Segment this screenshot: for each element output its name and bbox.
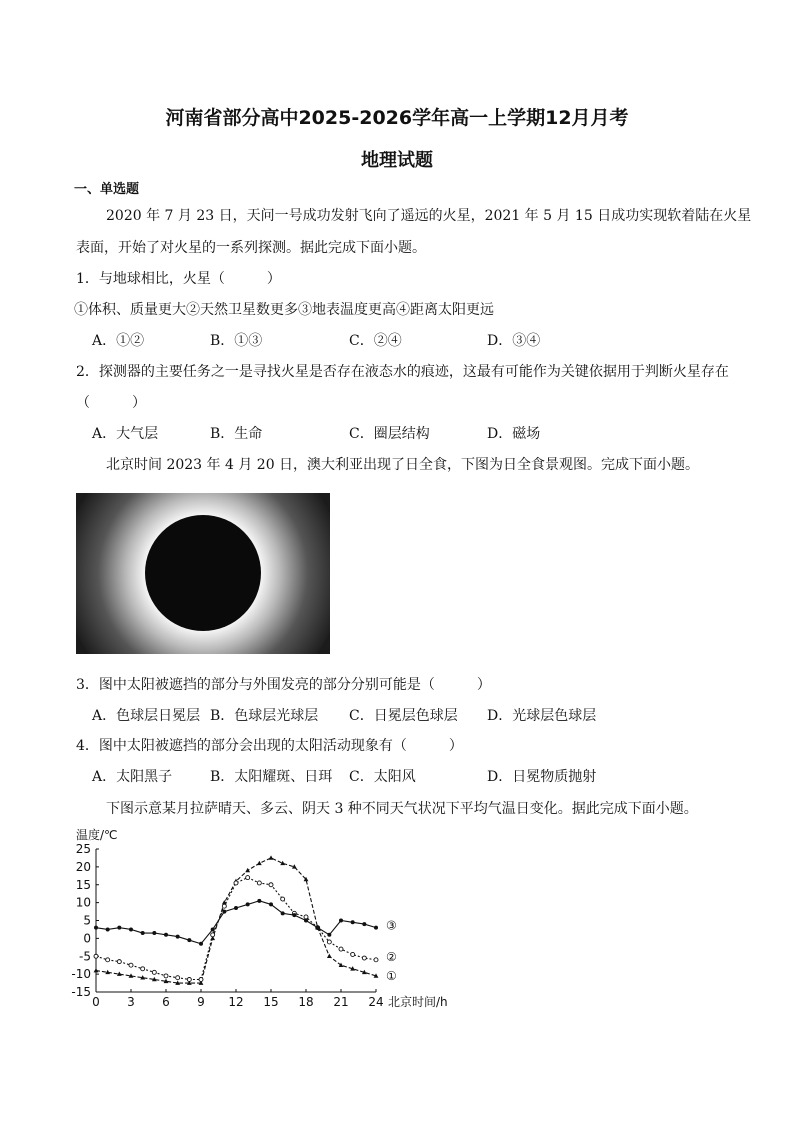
y-tick-label: 10 [75, 895, 91, 910]
question-4-stem: 4．图中太阳被遮挡的部分会出现的太阳活动现象有（ ） [76, 738, 463, 754]
question-3-option-c[interactable]: C．日冕层色球层 [349, 708, 458, 724]
series-2-point [211, 933, 215, 937]
series-3-point [316, 926, 320, 930]
series-2-point [164, 974, 168, 978]
series-1-point [105, 970, 110, 974]
y-tick-label: 25 [75, 842, 91, 856]
series-2-point [152, 970, 156, 974]
series-2-point [222, 904, 226, 908]
question-2-stem-line1: 2．探测器的主要任务之一是寻找火星是否存在液态水的痕迹，这最有可能作为关键依据用于判断火星存在 [76, 364, 729, 380]
series-3-point [152, 931, 156, 935]
section-heading: 一、单选题 [74, 182, 140, 197]
series-3-point [106, 927, 110, 931]
series-2-point [351, 952, 355, 956]
question-1-stem: 1．与地球相比，火星（ ） [76, 271, 281, 287]
passage-mars-line1: 2020 年 7 月 23 日，天问一号成功发射飞向了遥远的火星，2021 年 5 月 15 日成功实现软着陆在火星 [106, 208, 752, 224]
series-2-point [269, 883, 273, 887]
series-2-point [246, 876, 250, 880]
series-label-3: ③ [386, 918, 397, 933]
y-tick-label: 0 [83, 931, 91, 946]
series-2-point [187, 977, 191, 981]
question-2-option-d[interactable]: D．磁场 [487, 426, 541, 442]
series-2-point [176, 976, 180, 980]
y-tick-label: -15 [71, 985, 91, 999]
series-3-point [374, 926, 378, 930]
x-tick-label: 12 [228, 995, 244, 1009]
y-tick-label: -10 [71, 967, 91, 982]
x-tick-label: 21 [333, 995, 349, 1009]
x-tick-label: 6 [162, 995, 170, 1009]
series-2-point [199, 977, 203, 981]
page-title: 河南省部分高中2025-2026学年高一上学期12月月考 [165, 107, 629, 129]
series-3-point [222, 910, 226, 914]
series-3-point [351, 920, 355, 924]
x-axis-label: 北京时间/h [388, 995, 448, 1009]
series-3-point [199, 942, 203, 946]
question-4-option-c[interactable]: C．太阳风 [349, 769, 416, 785]
series-2-point [304, 915, 308, 919]
x-tick-label: 9 [197, 995, 205, 1009]
x-tick-label: 24 [368, 995, 384, 1009]
temperature-line-chart [60, 822, 480, 1012]
series-2-point [327, 940, 331, 944]
series-3-point [129, 927, 133, 931]
question-3-option-d[interactable]: D．光球层色球层 [487, 708, 597, 724]
question-1-option-a[interactable]: A．①② [92, 333, 145, 349]
question-2-option-c[interactable]: C．圈层结构 [349, 426, 430, 442]
question-2-option-b[interactable]: B．生命 [210, 426, 263, 442]
question-1-option-c[interactable]: C．②④ [349, 333, 402, 349]
series-3-point [117, 926, 121, 930]
series-3-point [211, 927, 215, 931]
series-3-point [339, 919, 343, 923]
question-1-statements: ①体积、质量更大②天然卫星数更多③地表温度更高④距离太阳更远 [74, 302, 494, 318]
question-3-stem: 3．图中太阳被遮挡的部分与外围发亮的部分分别可能是（ ） [76, 677, 491, 693]
passage-lhasa: 下图示意某月拉萨晴天、多云、阴天 3 种不同天气状况下平均气温日变化。据此完成下面小题。 [106, 801, 698, 817]
x-tick-label: 18 [298, 995, 314, 1009]
question-2-option-a[interactable]: A．大气层 [92, 426, 159, 442]
y-axis-label: 温度/℃ [76, 828, 118, 842]
series-3-point [281, 911, 285, 915]
series-2-point [117, 960, 121, 964]
series-1-point [257, 861, 262, 865]
y-tick-label: 5 [83, 913, 91, 928]
question-2-stem-line2: （ ） [76, 395, 146, 411]
x-tick-label: 3 [127, 995, 135, 1009]
question-1-option-b[interactable]: B．①③ [210, 333, 263, 349]
series-2-point [106, 958, 110, 962]
series-3-point [176, 935, 180, 939]
series-3-point [257, 899, 261, 903]
series-3-point [292, 913, 296, 917]
series-3-point [187, 938, 191, 942]
y-tick-label: -5 [79, 949, 91, 964]
question-3-option-a[interactable]: A．色球层日冕层 [92, 708, 201, 724]
y-tick-label: 20 [75, 859, 91, 874]
series-line-1 [96, 858, 376, 983]
series-3-point [246, 902, 250, 906]
series-3-point [164, 933, 168, 937]
series-2-point [339, 947, 343, 951]
series-1-point [327, 954, 332, 958]
series-3-point [362, 922, 366, 926]
series-3-point [304, 919, 308, 923]
x-tick-label: 0 [92, 995, 100, 1009]
series-label-2: ② [386, 949, 397, 964]
series-2-point [129, 963, 133, 967]
series-1-point [269, 855, 274, 859]
passage-eclipse: 北京时间 2023 年 4 月 20 日，澳大利亚出现了日全食，下图为日全食景观图。完成下面小题。 [106, 457, 700, 473]
series-label-1: ① [386, 968, 397, 983]
series-2-point [234, 881, 238, 885]
series-2-point [257, 881, 261, 885]
question-4-option-d[interactable]: D．日冕物质抛射 [487, 769, 597, 785]
series-3-point [327, 933, 331, 937]
solar-eclipse-image [76, 493, 330, 654]
series-3-point [234, 906, 238, 910]
question-3-option-b[interactable]: B．色球层光球层 [210, 708, 319, 724]
series-3-point [94, 926, 98, 930]
series-2-point [94, 954, 98, 958]
x-tick-label: 15 [263, 995, 279, 1009]
question-4-option-b[interactable]: B．太阳耀斑、日珥 [210, 769, 333, 785]
question-4-option-a[interactable]: A．太阳黑子 [92, 769, 173, 785]
y-tick-label: 15 [75, 877, 91, 892]
series-2-point [362, 956, 366, 960]
series-2-point [281, 897, 285, 901]
series-3-point [269, 902, 273, 906]
moon-disk [145, 515, 261, 631]
series-1-point [94, 968, 99, 972]
passage-mars-line2: 表面，开始了对火星的一系列探测。据此完成下面小题。 [76, 240, 426, 256]
series-2-point [141, 967, 145, 971]
page-subtitle: 地理试题 [361, 150, 433, 171]
question-1-option-d[interactable]: D．③④ [487, 333, 541, 349]
series-3-point [141, 931, 145, 935]
series-2-point [374, 958, 378, 962]
